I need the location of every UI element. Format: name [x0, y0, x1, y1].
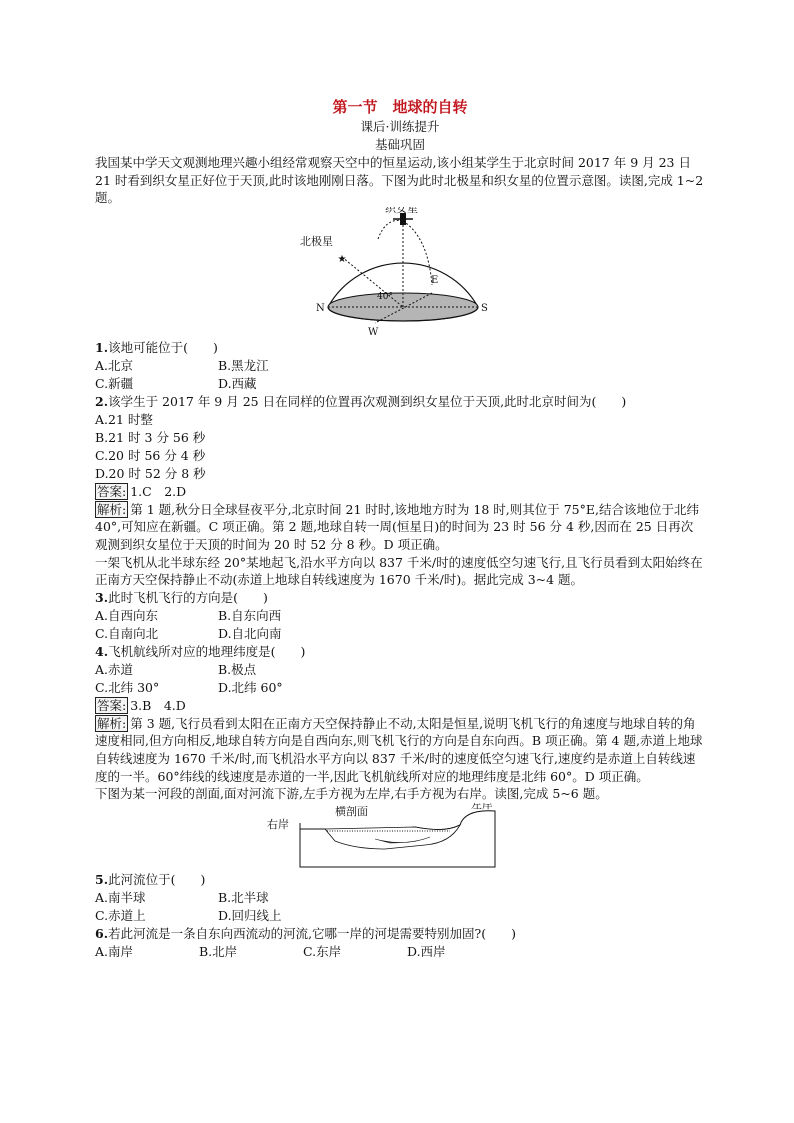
- page-title: 第一节 地球的自转: [332, 98, 468, 116]
- intro-passage-1: 我国某中学天文观测地理兴趣小组经常观察天空中的恒星运动,该小组某学生于北京时间 2017 年 9 月 23 日 21 时看到织女星正好位于天顶,此时该地刚刚日落。下图为此时北极星和织女星的位置示意图。读图,完成 1~2 题。: [95, 155, 704, 206]
- option[interactable]: B.极点: [218, 661, 257, 677]
- explanation-tag: 解析:: [97, 715, 127, 731]
- right-bank-label: 右岸: [267, 817, 289, 831]
- west-label: W: [368, 326, 379, 338]
- river-cross-section-diagram: [265, 803, 505, 871]
- intro-passage-3: 下图为某一河段的剖面,面对河流下游,左手方视为左岸,右手方视为右岸。读图,完成 5~6 题。: [95, 786, 608, 802]
- worksheet-page: [95, 96, 705, 961]
- question-5-options-row-1: [95, 889, 705, 907]
- option[interactable]: D.自北向南: [218, 625, 282, 641]
- polaris-label: 北极星: [300, 234, 333, 248]
- explanation-3-4: 解析: 第 3 题,飞行员看到太阳在正南方天空保持静止不动,太阳是恒星,说明飞机飞行的角速度与地球自转的角速度相同,但方向相反,地球自转方向是自西向东,则飞机飞行的方向是自东向西。B 项正确。第 4 题,赤道上地球自转线速度为 1670 千米/时,而飞机沿水平方向以 837 千米/时的速度低空匀速飞行,速度约是赤道上自转线速度的一半。60°纬线的线速度是赤道的一半,因此飞机航线所对应的地理纬度是北纬 60°。D 项正确。: [95, 715, 703, 784]
- option[interactable]: A.北京: [95, 357, 134, 373]
- option[interactable]: D.西岸: [407, 943, 446, 959]
- answer-1-2: 答案: 1.C 2.D: [97, 483, 187, 499]
- intro-passage-2: 一架飞机从北半球东经 20°某地起飞,沿水平方向以 837 千米/时的速度低空匀速飞行,且飞行员看到太阳始终在正南方天空保持静止不动(赤道上地球自转线速度为 1670 千米/时)。据此完成 3~4 题。: [95, 554, 703, 588]
- explanation-1-2: 解析: 第 1 题,秋分日全球昼夜平分,北京时间 21 时时,该地地方时为 18 时,则其位于 75°E,结合该地位于北纬 40°,可知应在新疆。C 项正确。第 2 题,地球自转一周(恒星日)的时间为 23 时 56 分 4 秒,因而在 25 日再次观测到织女星位于天顶的时间为 20 时 52 分 8 秒。D 项正确。: [95, 501, 699, 552]
- question-1-options-row-1: [95, 357, 705, 375]
- option[interactable]: D.回归线上: [218, 907, 282, 923]
- option[interactable]: D.西藏: [218, 375, 257, 391]
- answer-tag: 答案:: [97, 483, 127, 499]
- vega-label: 织女星: [385, 206, 418, 215]
- explanation-tag: 解析:: [97, 501, 127, 517]
- question-1: 1.该地可能位于( ): [95, 339, 218, 355]
- question-3-options-row-2: [95, 625, 705, 643]
- question-5-options-row-2: [95, 907, 705, 925]
- option[interactable]: B.北半球: [218, 889, 269, 905]
- question-4-options-row-1: [95, 661, 705, 679]
- option[interactable]: C.赤道上: [95, 907, 146, 923]
- question-4: 4.飞机航线所对应的地理纬度是( ): [95, 643, 306, 659]
- svg-text:★: ★: [337, 253, 347, 265]
- option[interactable]: A.南半球: [95, 889, 146, 905]
- option[interactable]: B.自东向西: [218, 607, 282, 623]
- question-2: 2.该学生于 2017 年 9 月 25 日在同样的位置再次观测到织女星位于天顶,此时北京时间为( ): [95, 393, 627, 409]
- question-1-options-row-2: [95, 375, 705, 393]
- option[interactable]: C.自南向北: [95, 625, 159, 641]
- page-subtitle: 课后·训练提升: [360, 119, 440, 134]
- option[interactable]: D.北纬 60°: [218, 679, 283, 695]
- option[interactable]: A.赤道: [95, 661, 134, 677]
- section-label: 横剖面: [335, 804, 368, 818]
- section-heading: 基础巩固: [374, 137, 425, 152]
- east-label: E: [431, 274, 439, 286]
- question-3: 3.此时飞机飞行的方向是( ): [95, 589, 268, 605]
- option[interactable]: C.东岸: [303, 943, 342, 959]
- question-4-options-row-2: [95, 679, 705, 697]
- celestial-sphere-figure: [290, 207, 490, 339]
- option[interactable]: A.南岸: [95, 943, 134, 959]
- option[interactable]: B.北岸: [199, 943, 238, 959]
- option[interactable]: C.北纬 30°: [95, 679, 160, 695]
- answer-tag: 答案:: [97, 697, 127, 713]
- option[interactable]: A.自西向东: [95, 607, 159, 623]
- angle-label: 40°: [377, 291, 393, 302]
- south-label: S: [481, 302, 488, 314]
- option[interactable]: B.21 时 3 分 56 秒: [95, 429, 206, 445]
- question-3-options-row-1: [95, 607, 705, 625]
- answer-3-4: 答案: 3.B 4.D: [97, 697, 186, 713]
- celestial-sphere-diagram: [290, 207, 490, 339]
- question-5: 5.此河流位于( ): [95, 871, 206, 887]
- option[interactable]: B.黑龙江: [218, 357, 269, 373]
- question-6: 6.若此河流是一条自东向西流动的河流,它哪一岸的河堤需要特别加固?( ): [95, 925, 516, 941]
- north-label: N: [316, 302, 325, 314]
- question-6-options: [95, 943, 705, 961]
- option[interactable]: C.新疆: [95, 375, 134, 391]
- left-bank-label: 左岸: [471, 802, 493, 811]
- option[interactable]: C.20 时 56 分 4 秒: [95, 447, 206, 463]
- river-cross-section-figure: [265, 803, 505, 871]
- option[interactable]: A.21 时整: [95, 411, 153, 427]
- option[interactable]: D.20 时 52 分 8 秒: [95, 465, 206, 481]
